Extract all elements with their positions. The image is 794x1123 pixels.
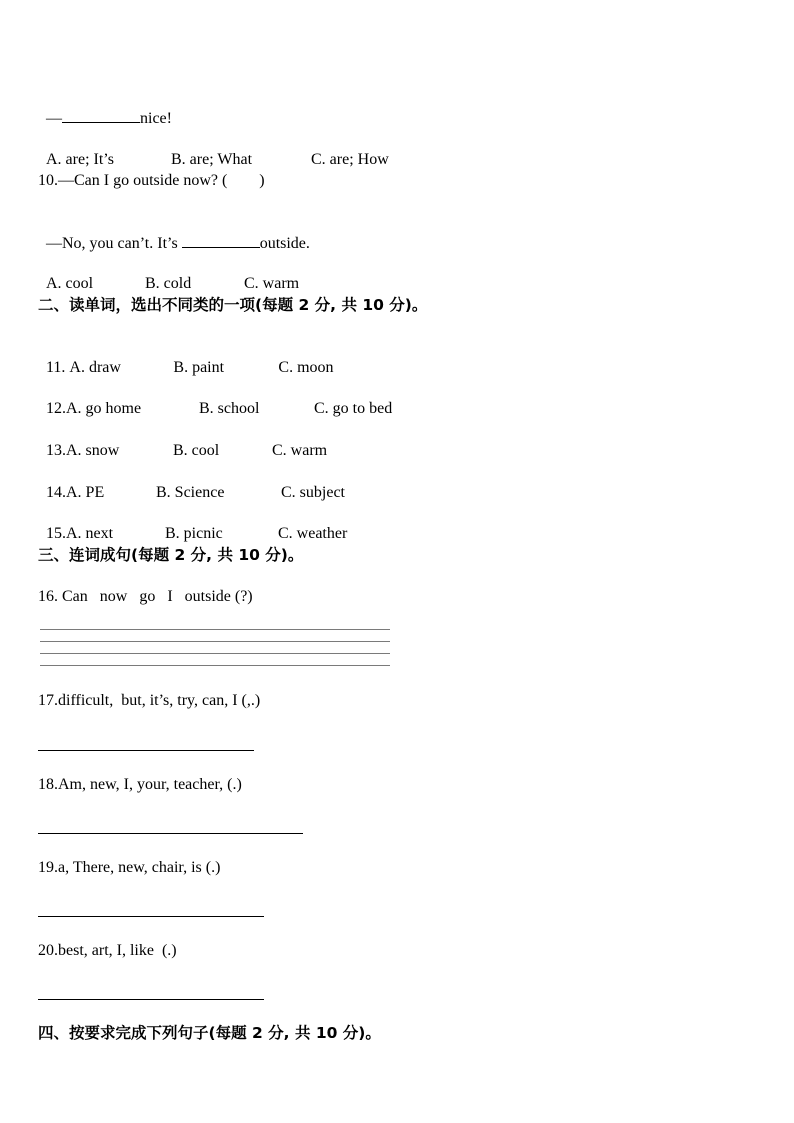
q11-option-b[interactable]: B. paint xyxy=(173,359,225,376)
writing-line xyxy=(40,629,390,641)
q9-option-a[interactable]: A. are; It’s xyxy=(46,151,114,168)
q11-number: 11. xyxy=(46,359,70,376)
q13-option-b[interactable]: B. cool xyxy=(173,442,220,459)
section2-title: 二、读单词，选出不同类的一项(每题 2 分, 共 10 分)。 xyxy=(38,296,428,314)
q14-row xyxy=(38,463,345,503)
q14-option-c[interactable]: C. subject xyxy=(281,484,345,501)
q17-answer-line[interactable] xyxy=(38,750,254,751)
q17-prompt: 17.difficult, but, it’s, try, can, I (,.) xyxy=(38,692,261,709)
q14-option-b[interactable]: B. Science xyxy=(156,484,225,501)
q9-blank[interactable] xyxy=(62,108,140,123)
q12-option-c[interactable]: C. go to bed xyxy=(314,400,393,417)
q16-prompt: 16. Can now go I outside (?) xyxy=(38,588,253,605)
q13-row xyxy=(38,421,327,461)
q10-option-c[interactable]: C. warm xyxy=(244,275,300,292)
q9-option-c[interactable]: C. are; How xyxy=(311,151,389,168)
writing-line xyxy=(40,641,390,653)
section4-title: 四、按要求完成下列句子(每题 2 分, 共 10 分)。 xyxy=(38,1024,381,1042)
section3-title: 三、连词成句(每题 2 分, 共 10 分)。 xyxy=(38,546,304,564)
q12-option-b[interactable]: B. school xyxy=(199,400,260,417)
q9-tail-text: nice! xyxy=(140,110,172,127)
writing-line xyxy=(40,665,390,677)
q9-answer-line xyxy=(38,88,172,129)
q14-option-a[interactable]: A. PE xyxy=(66,484,105,501)
q10-reply-after: outside. xyxy=(259,235,310,252)
q15-number: 15. xyxy=(46,525,66,542)
q10-options xyxy=(38,254,299,294)
q12-row xyxy=(38,379,392,419)
q18-answer-line[interactable] xyxy=(38,833,303,834)
q10-reply-before: —No, you can’t. It’s xyxy=(46,235,182,252)
q19-answer-line[interactable] xyxy=(38,916,264,917)
q9-option-b[interactable]: B. are; What xyxy=(171,151,253,168)
q15-option-c[interactable]: C. weather xyxy=(278,525,348,542)
q19-prompt: 19.a, There, new, chair, is (.) xyxy=(38,859,221,876)
writing-line xyxy=(40,653,390,665)
q10-option-a[interactable]: A. cool xyxy=(46,275,94,292)
q12-number: 12. xyxy=(46,400,66,417)
q11-option-a[interactable]: A. draw xyxy=(69,359,121,376)
q10-option-b[interactable]: B. cold xyxy=(145,275,192,292)
q15-row xyxy=(38,504,347,544)
q16-writing-lines[interactable] xyxy=(40,629,390,677)
q11-option-c[interactable]: C. moon xyxy=(278,359,334,376)
q18-prompt: 18.Am, new, I, your, teacher, (.) xyxy=(38,776,242,793)
q12-option-a[interactable]: A. go home xyxy=(66,400,142,417)
q10-blank[interactable] xyxy=(182,233,260,248)
q20-answer-line[interactable] xyxy=(38,999,264,1000)
q10-question: 10.—Can I go outside now? ( ) xyxy=(38,172,265,189)
q15-option-a[interactable]: A. next xyxy=(66,525,114,542)
q10-reply xyxy=(38,213,310,254)
dash: — xyxy=(46,110,62,127)
q13-option-c[interactable]: C. warm xyxy=(272,442,328,459)
q9-options xyxy=(38,130,389,170)
q13-number: 13. xyxy=(46,442,66,459)
q11-row xyxy=(38,338,334,378)
q14-number: 14. xyxy=(46,484,66,501)
q13-option-a[interactable]: A. snow xyxy=(66,442,120,459)
q20-prompt: 20.best, art, I, like (.) xyxy=(38,942,177,959)
q15-option-b[interactable]: B. picnic xyxy=(165,525,223,542)
